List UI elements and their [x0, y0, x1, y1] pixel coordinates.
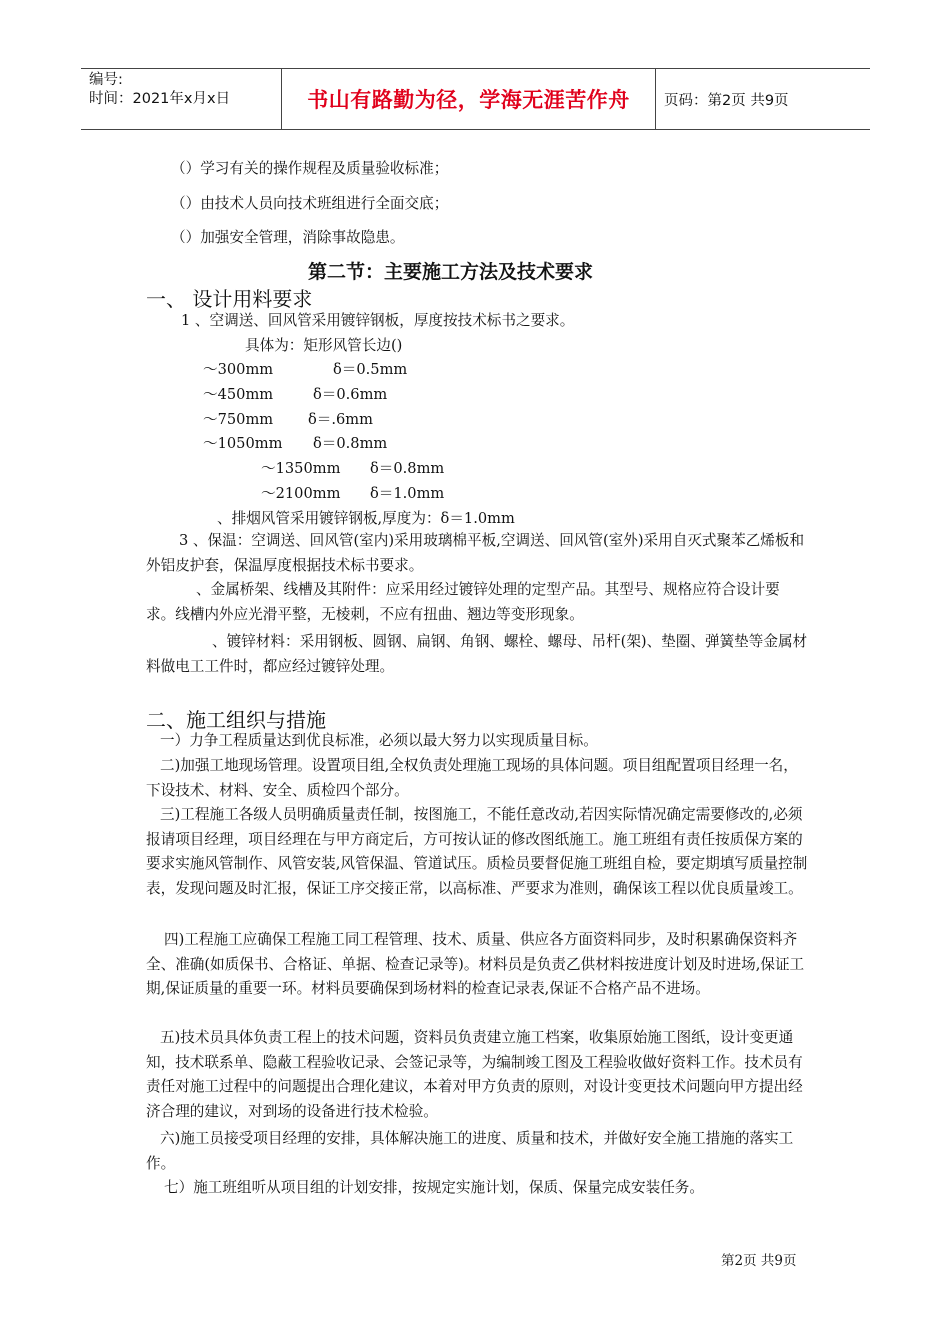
part1-item4: 、金属桥架、线槽及其附件：应采用经过镀锌处理的定型产品。其型号、规格应符合设计要求。线槽内外应光滑平整，无棱刺，不应有扭曲、翘边等变形现象。 — [146, 581, 780, 623]
header-page-info: 页码：第2页 共9页 — [664, 92, 789, 109]
spec-size: ～300mm — [203, 361, 274, 378]
spec-size: ～750mm — [203, 411, 274, 428]
part2-p1: 一）力争工程质量达到优良标准，必须以最大努力以实现质量目标。 — [160, 732, 598, 749]
spec-thickness: δ＝.6mm — [308, 411, 373, 428]
code-label: 编号: — [89, 72, 123, 88]
part1-item2: 、排烟风管采用镀锌钢板,厚度为：δ＝1.0mm — [217, 510, 515, 527]
page-footer: 第2页 共9页 — [721, 1253, 797, 1269]
spec-thickness: δ＝0.5mm — [333, 361, 408, 378]
part2-p5: 五)技术员具体负责工程上的技术问题，资料员负责建立施工档案，收集原始施工图纸，设计变更通知，技术联系单、隐蔽工程验收记录、会签记录等，为编制竣工图及工程验收做好资料工作。技术员有责任对施工过程中的问题提出合理化建议，本着对甲方负责的原则，对设计变更技术问题向甲方提出经济合理的建议，对到场的设备进行技术检验。 — [146, 1029, 803, 1120]
part1-heading: 一、 设计用料要求 — [146, 287, 313, 311]
part2-p3: 三)工程施工各级人员明确质量责任制，按图施工，不能任意改动,若因实际情况确定需要修改的,必须报请项目经理，项目经理在与甲方商定后，方可按认证的修改图纸施工。施工班组有责任按质保方案的要求实施风管制作、风管安装,风管保温、管道试压。质检员要督促施工班组自检，要定期填写质量控制表，发现问题及时汇报，保证工序交接正常，以高标准、严要求为准则，确保该工程以优良质量竣工。 — [146, 806, 808, 897]
intro-item: （）由技术人员向技术班组进行全面交底； — [171, 195, 449, 212]
part2-p4: 四)工程施工应确保工程施工同工程管理、技术、质量、供应各方面资料同步，及时积累确保资料齐全、准确(如质保书、合格证、单据、检查记录等)。材料员是负责乙供材料按进度计划及时进场,保证工期,保证质量的重要一环。材料员要确保到场材料的检查记录表,保证不合格产品不进场。 — [146, 931, 805, 997]
part2-p2: 二)加强工地现场管理。设置项目组,全权负责处理施工现场的具体问题。项目组配置项目经理一名，下设技术、材料、安全、质检四个部分。 — [146, 757, 798, 799]
part2-heading: 二、施工组织与措施 — [146, 708, 326, 732]
spec-size: ～450mm — [203, 386, 274, 403]
page-header — [81, 68, 870, 130]
time-label: 时间：2021年x月x日 — [89, 91, 231, 107]
part1-item3: 3 、保温：空调送、回风管(室内)采用玻璃棉平板,空调送、回风管(室外)采用自灭式聚苯乙烯板和外铝皮护套，保温厚度根据技术标书要求。 — [146, 532, 805, 574]
intro-item: （）加强安全管理，消除事故隐患。 — [171, 229, 405, 246]
part2-p6: 六)施工员接受项目经理的安排，具体解决施工的进度、质量和技术，并做好安全施工措施的落实工作。 — [146, 1130, 794, 1172]
spec-thickness: δ＝0.6mm — [313, 386, 388, 403]
intro-item: （）学习有关的操作规程及质量验收标准； — [171, 160, 449, 177]
header-meta — [81, 69, 282, 129]
spec-size: ～1050mm — [203, 435, 283, 452]
part2-p7: 七）施工班组听从项目组的计划安排，按规定实施计划，保质、保量完成安装任务。 — [164, 1179, 704, 1196]
spec-size: ～2100mm — [261, 485, 341, 502]
spec-size: ～1350mm — [261, 460, 341, 477]
part1-item5: 、镀锌材料：采用钢板、圆钢、扁钢、角钢、螺栓、螺母、吊杆(架)、垫圈、弹簧垫等金属材料做电工工件时，都应经过镀锌处理。 — [146, 633, 808, 675]
part1-item1: 1 、空调送、回风管采用镀锌钢板，厚度按技术标书之要求。 — [181, 312, 575, 329]
spec-intro: 具体为：矩形风管长边() — [245, 337, 403, 354]
header-motto: 书山有路勤为径，学海无涯苦作舟 — [282, 69, 656, 129]
section-title: 第二节：主要施工方法及技术要求 — [308, 261, 594, 283]
spec-thickness: δ＝0.8mm — [370, 460, 445, 477]
spec-thickness: δ＝1.0mm — [370, 485, 445, 502]
spec-thickness: δ＝0.8mm — [313, 435, 388, 452]
